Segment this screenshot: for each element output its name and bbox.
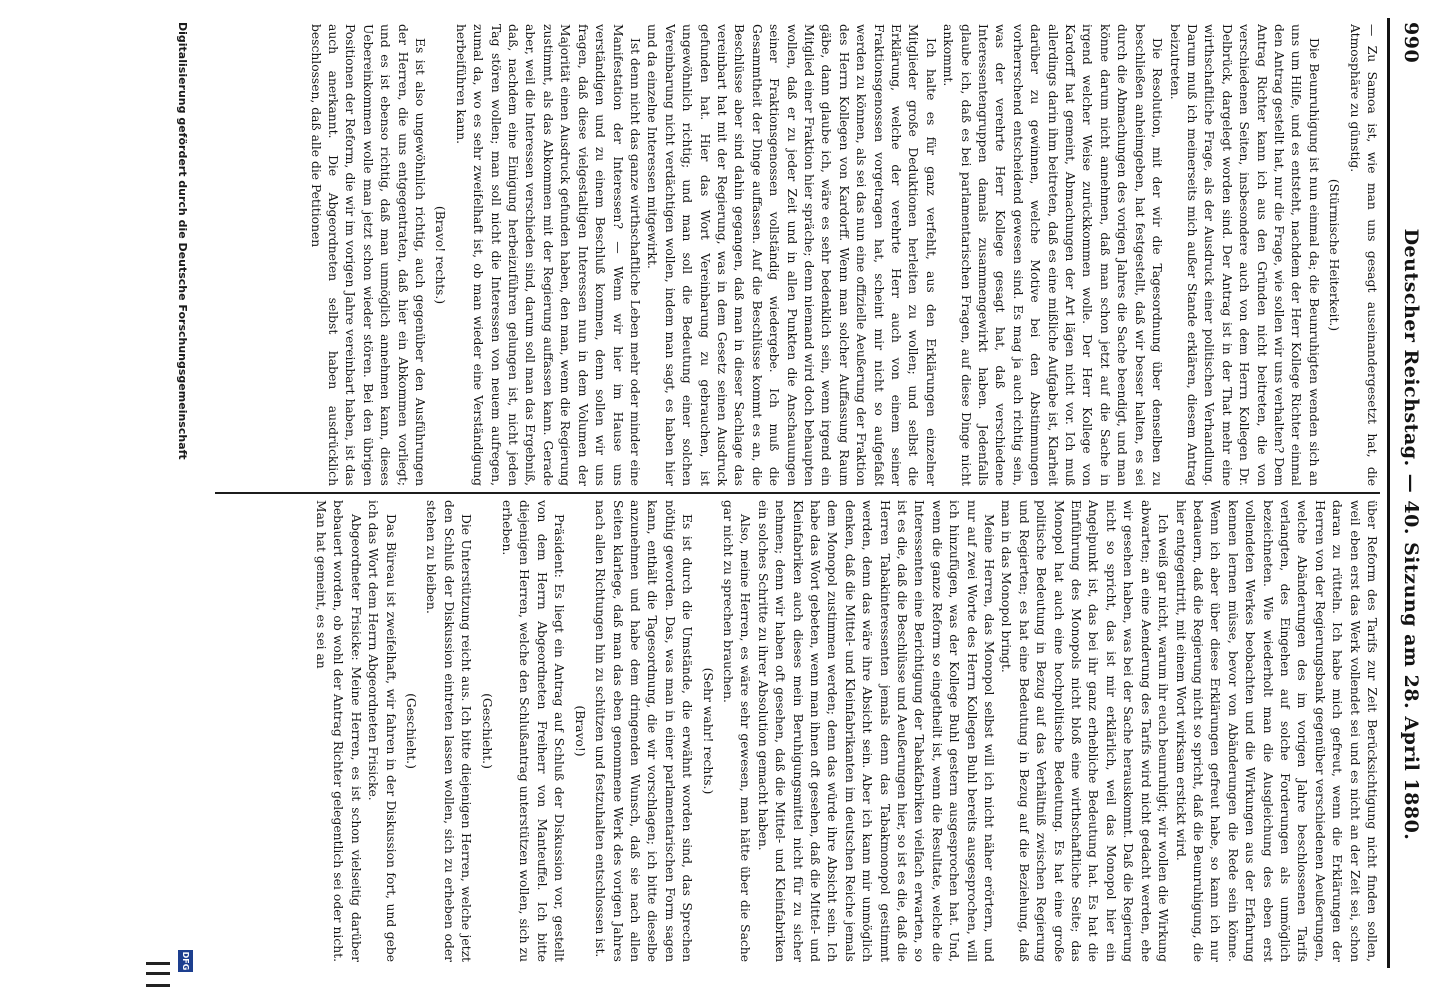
paragraph: Ich halte es für ganz verfehlt, aus den Erklärungen einzelner Mitglieder große Deduktionen herleiten zu wollen; und selbst die Erklärung, welche der verehrte Herr auch von einem seiner Fraktionsgenossen vorgetragen hat, scheint mir nicht so aufgefaßt werden zu können, als sei das nun eine offizielle Aeußerung der Fraktion des Herrn Kollegen von Kardorff. Wenn man solcher Auffassung Raum gäbe, dann glaube ich, wäre es sehr bedenklich sein, wenn irgend ein Mitglied einer Fraktion hier spräche; denn niemand wird doch behaupten wollen, daß er zu jeder Zeit und in allen Punkten die Anschauungen seiner Fraktionsgenossen vollständig wiedergebe. Ich muß die Gesammtheit der Dinge auffassen. Auf die Beschlüsse kommt es an, die Beschlüsse aber sind dahin gegangen, daß man in dieser Sachlage das vereinbart hat mit der Regierung, was in dem Gesetz seinen Ausdruck gefunden hat. Hier das Wort Vereinbarung zu gebrauchen, ist ungewöhnlich richtig; und man soll die Bedeutung einer solchen Vereinbarung nicht verdächtigen wollen, indem man sagt, es haben hier und da einzelne Interessen mitgewirkt. [645, 24, 938, 486]
speaker-paragraph: Abgeordneter Frisicke: Meine Herren, es ist schon vielseitig darüber bebauert worden, ob wohl der Antrag Richter gelegentlich sei oder nicht. Man hat gemeint, es sei an [314, 500, 363, 962]
paragraph: Ich weiß gar nicht, warum ihr euch beunruhigt; wir wollen die Wirkung abwarten; an eine Aenderung des Tarifs wird nicht gedacht werden, ehe wir gesehen haben, was bei der Sache herauskommt. Daß die Regierung nicht so spricht, das ist mir erklärlich, weil das Monopol hier ein Angelpunkt ist, das bei ihr ganz erhebliche Bedeutung hat. Es hat die Einführung des Monopols nicht bloß eine wirthschaftliche Seite; das Monopol hat auch eine hochpolitische Bedeutung. Es hat eine große politische Bedeutung in Bezug auf das Verhältniß zwischen Regierung und Regierten; es hat eine Bedeutung in Bezug auf die Beziehung, daß man in das Monopol bringt. [999, 500, 1171, 962]
paragraph: Meine Herren, das Monopol selbst will ich nicht näher erörtern, und nur auf zwei Worte des Herrn Kollegen Buhl bereits ausgesprochen, will ich hinzufügen, was der Kollege Buhl gestern ausgesprochen hat. Und, wenn die ganze Reform so eingetheilt ist, wenn die Resultate, welche die Interessenten eine Berichtigung der Tabakfabriken vielfach erwarten, so ist es die, daß die Beschlüsse und Aeußerungen hier, so ist es die, daß die Herren Tabakinteressenten jemals denn das Tabakmonopol gestimmt werden, denn das wäre ihre Absicht sein. Aber ich kann mir unmöglich denken, daß die Mittel- und Kleinfabrikanten im deutschen Reiche jemals dem Monopol zustimmen werden; denn das würde ihre Absicht sein. Ich habe das Wort gebeten, wenn man ihnen oft gesehen, daß die Mittel- und Kleinfabriken auch dieses mein Beruhigungsmittel nicht für zu sicher nehmen; denn wir haben oft gesehen, daß die Mittel- und Kleinfabriken ein solches Schritte zu ihrer Absolution gemacht haben. [755, 500, 997, 962]
right-column [312, 500, 1380, 962]
paragraph: über Reform des Tarifs zur Zeit Berücksichtigung nicht finden sollen, weil eben erst das Werk vollendet sei und es nicht an der Zeit sei, schon daran zu rütteln. Ich habe mich gefreut, wenn die Erklärungen der Herren von der Regierungsbank gegenüber verschiedenen Aeußerungen, welche Abänderungen des im vorigen Jahre beschlossenen Tarifs verlangten, des Eingehen auf solche Forderungen als unmöglich bezeichneten. Wie wiederholt man die Ausgleichung des eben erst vollendeten Werkes beobachten und die Wirkungen aus der Erfahrung kennen lernen müsse, bevor von Abänderungen die Rede sein könne. Wenn ich aber über diese Erklärungen gefreut habe, so kann ich nur bedauern, daß die Regierung nicht so spricht, daß die Beunruhigung, die hier entgegentritt, mit einem Wort wirksam erstickt wird. [1173, 500, 1379, 962]
rotated-document-page [142, 0, 1432, 1000]
digitization-credit: Digitalisierung gefördert durch die Deutsche Forschungsgemeinschaft [176, 22, 189, 460]
paragraph: Die Resolution, mit der wir die Tagesordnung über denselben zu beschließen anheimgeben, hat festgestellt, daß wir besser halten, es sei durch die Abmachungen des vorigen Jahres die Sache beendigt, und man könne darum nicht annehmen, daß man schon jetzt auf die Sache in irgend welcher Weise zurückkommen wolle. Der Herr Kollege von Kardorff hat gemeint, Abmachungen der Art lägen nicht vor. Ich muß allerdings darin ihm beitreten, daß es eine mißliche Aufgabe ist, Klarheit darüber zu gewinnen, welche Motive bei den Abstimmungen vorherrschend entscheidend gewesen sind. Es mag ja auch richtig sein, was der verehrte Herr Kollege gesagt hat, daß verschiedene Interessentengruppen damals zusammengewirkt haben. Jedenfalls glaube ich, daß es bei parlamentarischen Fragen, auf diese Dinge nicht ankommt. [941, 24, 1165, 486]
interjection: (Bravo! rechts.) [433, 205, 448, 305]
page-number: 990 [1400, 22, 1422, 64]
speaker-paragraph: Präsident: Es liegt ein Antrag auf Schluß der Diskussion vor, gestellt von dem Herrn Abgeordneten Freiherr von Manteuffel. Ich bitte diejenigen Herren, welche den Schlußantrag unterstützen wollen, sich zu erheben. [500, 500, 567, 962]
paragraph: Das Büreau ist zweifelhaft, wir fahren in der Diskussion fort, und gebe ich das Wort dem Herrn Abgeordneten Frisicke. [366, 500, 398, 962]
column-divider [215, 492, 1380, 494]
scan-edge-marks [146, 960, 170, 994]
paragraph: Es ist durch die Umstände, die erwähnt worden sind, das Sprechen nöthig geworden. Das, was man in einer parlamentarischen Form sagen kann, enthält die Tagesordnung, die wir vorschlagen; ich bitte dieselbe anzunehmen und habe dem dringenden Wunsch, daß sie nach allen Seiten klarlege, daß man das eben genommene Werk des vorigen Jahres nach allen Richtungen hin zu schützen und festzuhalten entschlossen ist. [593, 500, 695, 962]
interjection: (Sehr wahr! rechts.) [700, 667, 715, 795]
page-header [1394, 22, 1424, 957]
left-column [306, 24, 1380, 486]
paragraph: Es ist also ungewöhnlich richtig, auch gegenüber den Ausführungen der Herren, die uns entgegentraten, daß hier ein Abkommen vorliegt; und es ist ebenso richtig, daß man unmöglich annehmen kann, dieses Uebereinkommen wolle man jetzt schon wieder stören. Bei den übrigen Positionen der Reform, die wir im vorigen Jahre vereinbart haben, ist das auch anerkannt. Die Abgeordneten selbst haben ausdrücklich beschlossen, daß alle die Petitionen [308, 24, 428, 486]
paragraph: Die Beunruhigung ist nun einmal da; die Beunruhigten wenden sich an uns um Hilfe, und es entsteht, nachdem der Herr Kollege Richter einmal den Antrag gestellt hat, nur die Frage, wie sollen wir uns verhalten? Dem Antrag Richter kann ich aus den Gründen nicht beitreten, die von verschiedenen Seiten, insbesondere auch von dem Herrn Kollegen Dr. Delbrück, dargelegt worden sind. Der Antrag ist in der That mehr eine wirthschaftliche Frage, als der Ausdruck einer politischen Verhandlung. Darum muß ich meinerseits mich außer Stande erklären, diesem Antrag beizutreten. [1167, 24, 1321, 486]
paragraph: Ist denn nicht das ganze wirthschaftliche Leben mehr oder minder eine Manifestation der Interessen? — Wenn wir hier im Hause uns verständigen und zu einem Beschluß kommen, denn sollen wir uns fragen, daß diese vielgestaltigen Interessen nun in dem Volumen der Majorität einen Ausdruck gefunden haben, den man, wenn die Regierung zustimmt, als das Abkommen mit der Regierung auffassen kann. Gerade aber, weil die Interessen verschieden sind, darum soll man das Ergebniß, daß, nachdem eine Einigung herbeizuführen gelungen ist, nicht jeden Tag stören wollen; man soll nicht die Interessen von neuem aufregen, zumal da, wo es sehr zweifelhaft ist, ob man wieder eine Verständigung herbeiführen kann. [453, 24, 642, 486]
interjection: (Bravo!) [572, 705, 587, 757]
dfg-logo: DFG [178, 950, 193, 972]
interjection: (Geschieht.) [479, 693, 494, 769]
paragraph: — Zu Samoa ist, wie man uns gesagt auseinandergesetzt hat, die Atmosphäre zu günstig. [1347, 24, 1379, 486]
interjection: (Stürmische Heiterkeit.) [1327, 178, 1342, 332]
header-rule [1387, 18, 1390, 968]
interjection: (Geschieht.) [404, 693, 419, 769]
paragraph: Also, meine Herren, es wäre sehr gewesen, man hätte über die Sache gar nicht zu sprechen brauchen. [720, 500, 753, 962]
running-title: Deutscher Reichstag. — 40. Sitzung am 28. April 1880. [1400, 228, 1422, 841]
paragraph: Die Unterstützung reicht aus. Ich bitte diejenigen Herren, welche jetzt den Schluß der Diskussion eintreten lassen wollen, sich zu erheben oder stehen zu bleiben. [424, 500, 474, 962]
